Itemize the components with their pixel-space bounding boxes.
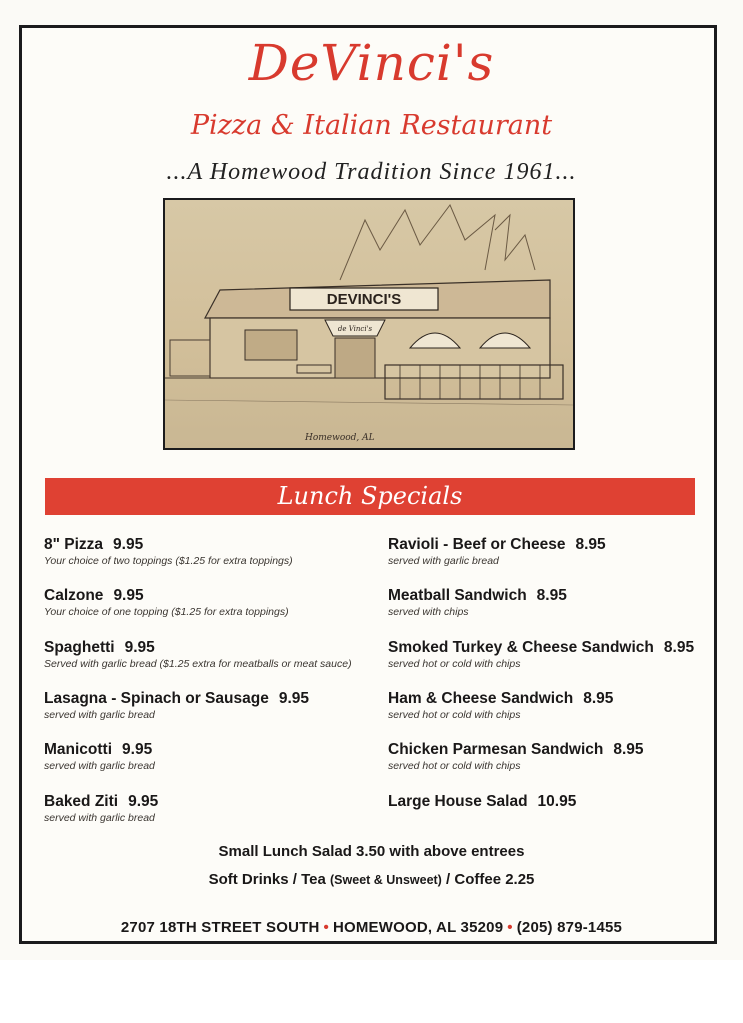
footer-phone: (205) 879-1455 [516, 919, 623, 936]
menu-item [388, 587, 567, 619]
menu-item [388, 536, 606, 568]
menu-item [388, 793, 576, 811]
menu-item-price: 8.95 [536, 587, 567, 605]
footer-separator-2: • [507, 919, 513, 936]
menu-item-description: served with garlic bread [388, 555, 499, 567]
drinks-line [0, 871, 743, 888]
menu-item-price: 9.95 [113, 536, 144, 553]
menu-item-name-line [388, 639, 694, 657]
artist-signature: Homewood, AL [305, 433, 375, 443]
menu-item-price: 9.95 [113, 587, 144, 605]
footer-separator-1: • [323, 919, 329, 936]
awning-text: de Vinci's [337, 325, 373, 333]
menu-item-price: 9.95 [128, 792, 159, 810]
menu-item-name: Manicotti [44, 741, 113, 759]
page-bottom-margin [0, 960, 743, 1023]
menu-item-description: Served with garlic bread ($1.25 extra for meatballs or meat sauce) [44, 657, 352, 670]
restaurant-subtitle: Pizza & Italian Restaurant [190, 110, 553, 141]
menu-item-price: 10.95 [537, 792, 577, 810]
menu-item-price: 9.95 [122, 741, 153, 759]
menu-item-price: 9.95 [124, 638, 155, 656]
menu-item-name: Ham & Cheese Sandwich [388, 689, 574, 707]
restaurant-name: DeVinci's [248, 34, 495, 92]
menu-item-description: served with garlic bread [44, 760, 155, 773]
menu-item [44, 587, 289, 619]
restaurant-sketch-drawing [165, 200, 573, 448]
menu-item-description: Your choice of two toppings ($1.25 for extra toppings) [44, 555, 293, 567]
footer-address [0, 919, 743, 936]
menu-item-name: Lasagna - Spinach or Sausage [44, 689, 269, 707]
menu-item-name-line [44, 639, 352, 657]
menu-item-name: Spaghetti [44, 638, 115, 656]
menu-item-price: 8.95 [583, 689, 614, 707]
menu-item [388, 639, 694, 671]
menu-item-price: 8.95 [613, 741, 644, 759]
menu-item-name: Large House Salad [388, 792, 528, 810]
salad-line: Small Lunch Salad 3.50 with above entrees [218, 843, 525, 860]
menu-item-name-line [44, 741, 155, 759]
menu-item [44, 690, 309, 722]
drinks-line-a: Soft Drinks / Tea [208, 871, 331, 888]
menu-item-name: Smoked Turkey & Cheese Sandwich [388, 638, 654, 656]
menu-item-name-line [44, 587, 289, 605]
menu-item-name: Calzone [44, 587, 104, 605]
menu-item-description: served hot or cold with chips [388, 657, 521, 670]
menu-item [44, 741, 155, 773]
menu-item-price: 8.95 [575, 536, 606, 553]
drinks-line-c: / Coffee 2.25 [441, 871, 535, 888]
menu-item [44, 639, 352, 671]
menu-item-name-line [44, 793, 158, 811]
menu-item-description: served hot or cold with chips [388, 760, 521, 773]
menu-item-name: Baked Ziti [44, 792, 119, 810]
menu-item-name-line [388, 690, 613, 708]
menu-item [388, 741, 644, 773]
footer-city: HOMEWOOD, AL 35209 [332, 919, 504, 936]
menu-item-description: served with garlic bread [44, 811, 155, 824]
menu-item-description: served hot or cold with chips [388, 708, 521, 721]
menu-item-name-line [388, 587, 567, 605]
drinks-line-b: (Sweet & Unsweet) [330, 873, 442, 887]
menu-item-name-line [388, 793, 576, 811]
building-sign-text: DEVINCI'S [326, 291, 402, 308]
menu-item-name: Chicken Parmesan Sandwich [388, 741, 604, 759]
menu-item [44, 536, 293, 568]
menu-item-name-line [388, 741, 644, 759]
menu-item-description: served with garlic bread [44, 708, 155, 721]
section-banner [45, 478, 695, 515]
restaurant-tagline: ...A Homewood Tradition Since 1961... [166, 159, 577, 185]
menu-item [44, 793, 158, 825]
menu-item [388, 690, 613, 722]
menu-item-price: 9.95 [278, 689, 309, 707]
menu-item-name: 8" Pizza [44, 536, 104, 553]
menu-item-name-line [44, 690, 309, 708]
section-title: Lunch Specials [277, 482, 463, 510]
menu-item-name-line [388, 536, 606, 554]
menu-item-description: served with chips [388, 606, 469, 619]
menu-item-name: Ravioli - Beef or Cheese [388, 536, 566, 553]
menu-item-description: Your choice of one topping ($1.25 for extra toppings) [44, 606, 289, 619]
menu-item-name-line [44, 536, 293, 554]
restaurant-sketch [163, 198, 575, 450]
menu-item-name: Meatball Sandwich [388, 587, 527, 605]
footer-street: 2707 18TH STREET SOUTH [120, 919, 320, 936]
menu-item-price: 8.95 [663, 638, 695, 656]
